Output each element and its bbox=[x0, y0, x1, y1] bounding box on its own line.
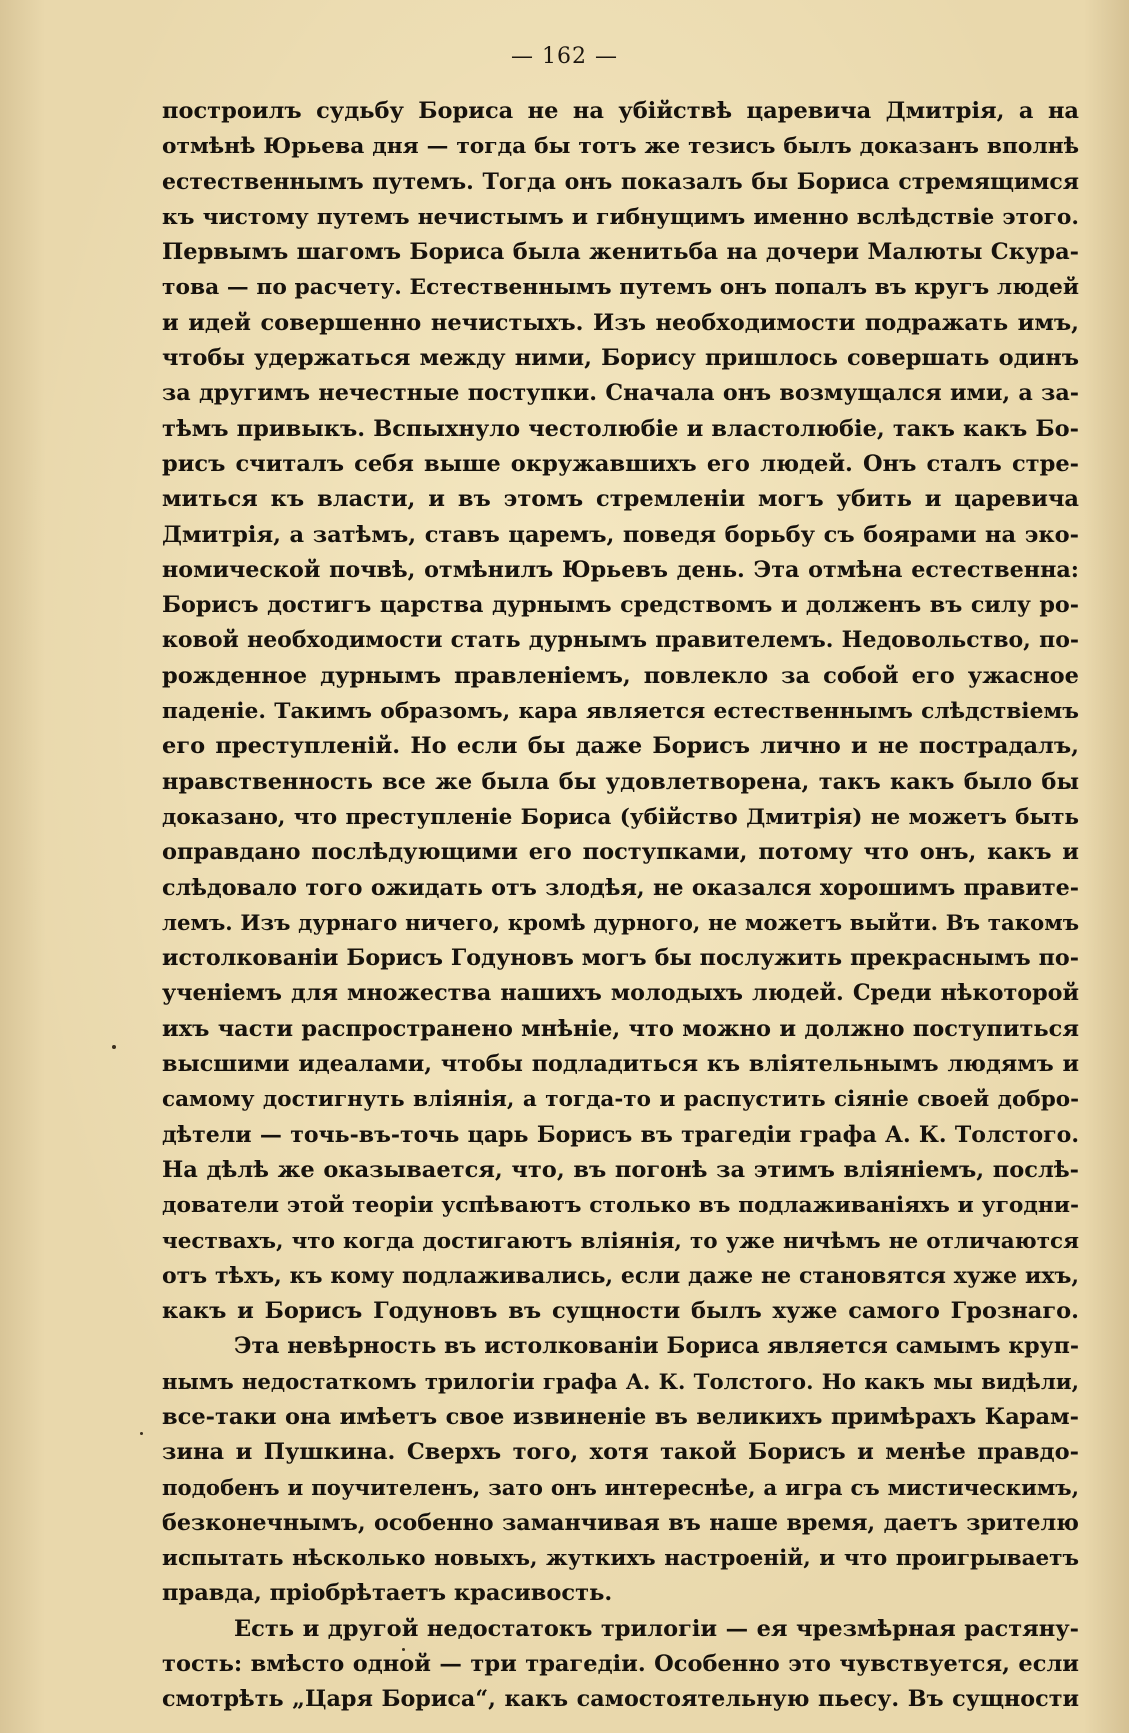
text-block bbox=[162, 94, 1079, 1718]
text-line: миться къ власти, и въ этомъ стремленіи могъ убить и царевича bbox=[162, 486, 1079, 513]
text-line: ученіемъ для множества нашихъ молодыхъ людей. Среди нѣкоторой bbox=[162, 980, 1079, 1007]
text-line: естественнымъ путемъ. Тогда онъ показалъ бы Бориса стремящимся bbox=[162, 168, 1079, 195]
text-line: Первымъ шагомъ Бориса была женитьба на дочери Малюты Скура- bbox=[162, 239, 1079, 266]
text-line: самому достигнуть вліянія, а тогда-то и распустить сіяніе своей добро- bbox=[162, 1087, 1079, 1113]
text-line: номической почвѣ, отмѣнилъ Юрьевъ день. Эта отмѣна естественна: bbox=[162, 556, 1079, 583]
text-line: слѣдовало того ожидать отъ злодѣя, не оказался хорошимъ правите- bbox=[162, 874, 1079, 901]
text-line: рожденное дурнымъ правленіемъ, повлекло за собой его ужасное bbox=[162, 662, 1079, 689]
text-line: това — по расчету. Естественнымъ путемъ онъ попалъ въ кругъ людей bbox=[162, 275, 1079, 301]
text-line: и идей совершенно нечистыхъ. Изъ необходимости подражать имъ, bbox=[162, 309, 1079, 336]
text-line: истолкованіи Борисъ Годуновъ могъ бы послужить прекраснымъ по- bbox=[162, 945, 1079, 972]
text-line: паденіе. Такимъ образомъ, кара является естественнымъ слѣдствіемъ bbox=[162, 699, 1079, 725]
text-line: Есть и другой недостатокъ трилогіи — ея чрезмѣрная растяну- bbox=[234, 1615, 1079, 1642]
text-line: отъ тѣхъ, къ кому подлаживались, если даже не становятся хуже ихъ, bbox=[162, 1262, 1079, 1289]
text-line: чтобы удержаться между ними, Борису пришлось совершать одинъ bbox=[162, 345, 1079, 372]
text-line: какъ и Борисъ Годуновъ въ сущности былъ хуже самого Грознаго. bbox=[162, 1298, 1079, 1325]
text-line: Эта невѣрность въ истолкованіи Бориса является самымъ круп- bbox=[234, 1333, 1079, 1360]
text-line: чествахъ, что когда достигаютъ вліянія, то уже ничѣмъ не отличаются bbox=[162, 1228, 1079, 1254]
text-line: На дѣлѣ же оказывается, что, въ погонѣ за этимъ вліяніемъ, послѣ- bbox=[162, 1156, 1079, 1183]
text-line: испытать нѣсколько новыхъ, жуткихъ настроеній, и что проигрываетъ bbox=[162, 1546, 1079, 1572]
text-line: доказано, что преступленіе Бориса (убійство Дмитрія) не можетъ быть bbox=[162, 804, 1079, 830]
text-line: ковой необходимости стать дурнымъ правителемъ. Недовольство, по- bbox=[162, 627, 1079, 654]
text-line: оправдано послѣдующими его поступками, потому что онъ, какъ и bbox=[162, 839, 1079, 866]
text-line: построилъ судьбу Бориса не на убійствѣ царевича Дмитрія, а на bbox=[162, 98, 1079, 124]
text-line: правда, пріобрѣтаетъ красивость. bbox=[162, 1580, 613, 1607]
print-speck bbox=[140, 1432, 143, 1435]
text-line: къ чистому путемъ нечистымъ и гибнущимъ именно вслѣдствіе этого. bbox=[162, 204, 1079, 230]
text-line: его преступленій. Но если бы даже Борисъ лично и не пострадалъ, bbox=[162, 733, 1079, 760]
text-line: ихъ части распространено мнѣніе, что можно и должно поступиться bbox=[162, 1015, 1079, 1042]
text-line: высшими идеалами, чтобы подладиться къ вліятельнымъ людямъ и bbox=[162, 1051, 1079, 1078]
text-line: нравственность все же была бы удовлетворена, такъ какъ было бы bbox=[162, 768, 1079, 795]
text-line: подобенъ и поучителенъ, зато онъ интереснѣе, а игра съ мистическимъ, bbox=[162, 1475, 1079, 1501]
text-line: дователи этой теоріи успѣваютъ столько въ подлаживаніяхъ и угодни- bbox=[162, 1193, 1079, 1219]
text-line: безконечнымъ, особенно заманчивая въ наше время, даетъ зрителю bbox=[162, 1509, 1079, 1536]
text-line: рисъ считалъ себя выше окружавшихъ его людей. Онъ сталъ стре- bbox=[162, 450, 1079, 477]
text-line: дѣтели — точь-въ-точь царь Борисъ въ трагедіи графа А. К. Толстого. bbox=[162, 1121, 1079, 1148]
text-line: тость: вмѣсто одной — три трагедіи. Особенно это чувствуется, если bbox=[162, 1651, 1079, 1678]
text-line: нымъ недостаткомъ трилогіи графа А. К. Толстого. Но какъ мы видѣли, bbox=[162, 1369, 1079, 1395]
text-line: Борисъ достигъ царства дурнымъ средствомъ и долженъ въ силу ро- bbox=[162, 592, 1079, 619]
page-number: — 162 — bbox=[511, 44, 618, 69]
text-line: отмѣнѣ Юрьева дня — тогда бы тотъ же тезисъ былъ доказанъ вполнѣ bbox=[162, 134, 1079, 160]
text-line: смотрѣть „Царя Бориса“, какъ самостоятельную пьесу. Въ сущности bbox=[162, 1686, 1079, 1713]
text-line: за другимъ нечестные поступки. Сначала онъ возмущался ими, а за- bbox=[162, 380, 1079, 407]
text-line: зина и Пушкина. Сверхъ того, хотя такой Борисъ и менѣе правдо- bbox=[162, 1439, 1079, 1466]
print-speck bbox=[402, 1648, 405, 1651]
text-line: все-таки она имѣетъ свое извиненіе въ великихъ примѣрахъ Карам- bbox=[162, 1403, 1079, 1430]
text-line: тѣмъ привыкъ. Вспыхнуло честолюбіе и властолюбіе, такъ какъ Бо- bbox=[162, 415, 1079, 442]
text-line: лемъ. Изъ дурнаго ничего, кромѣ дурного, не можетъ выйти. Въ такомъ bbox=[162, 910, 1079, 936]
text-line: Дмитрія, а затѣмъ, ставъ царемъ, поведя борьбу съ боярами на эко- bbox=[162, 521, 1079, 548]
print-speck bbox=[112, 1045, 116, 1049]
